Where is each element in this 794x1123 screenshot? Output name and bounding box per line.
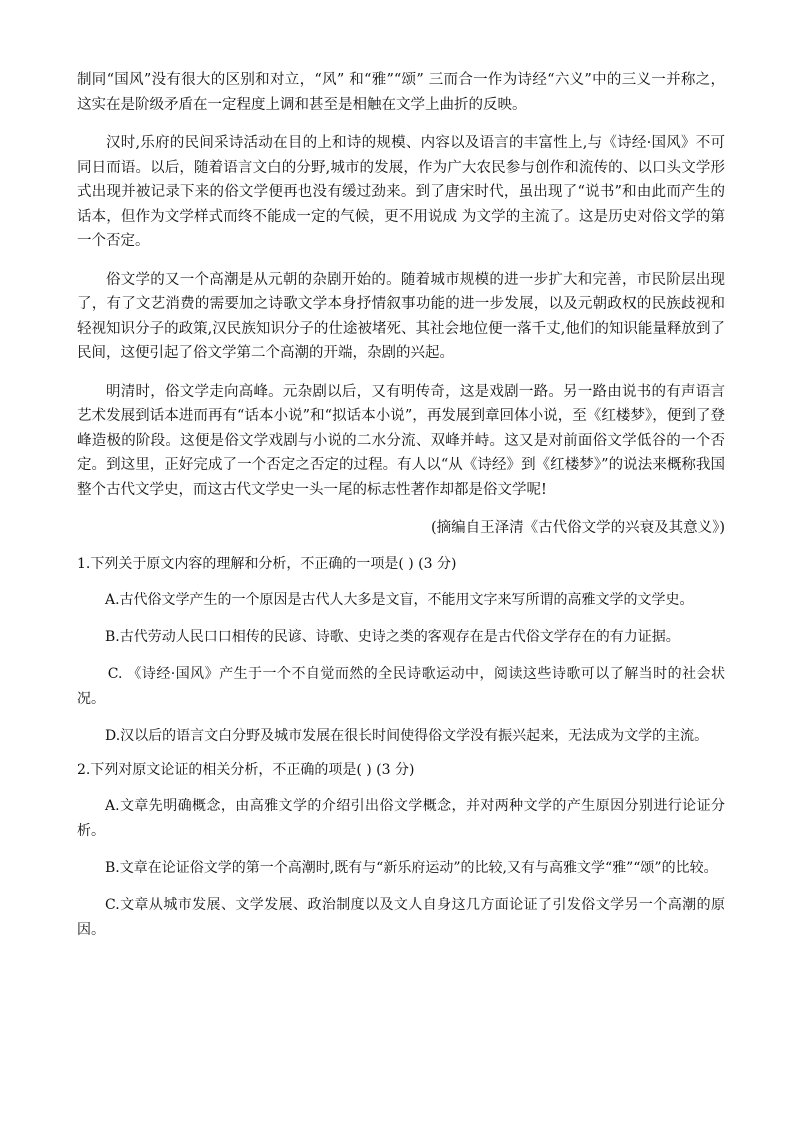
question-1-option-d: D.汉以后的语言文白分野及城市发展在很长时间使得俗文学没有振兴起来，无法成为文学的主流。 [105,728,709,744]
question-1-stem: 1.下列关于原文内容的理解和分析，不正确的一项是( ) (3 分) [77,556,457,572]
passage-paragraph-1: 制同“国风”没有很大的区别和对立，“风” 和“雅”“颂” 三而合一作为诗经“六义”中的三义一并称之，这实在是阶级矛盾在一定程度上调和甚至是相触在文学上曲折的反映。 [77,72,725,113]
question-1-option-c: C. 《诗经·国风》产生于一个不自觉而然的全民诗歌运动中，阅读这些诗歌可以了解当时的社会状况。 [77,666,725,707]
passage-paragraph-2: 汉时,乐府的民间采诗活动在目的上和诗的规模、内容以及语言的丰富性上,与《诗经·国风》不可同日而语。以后，随着语言文白的分野,城市的发展，作为广大农民参与创作和流传的、以口头文学形式出现并被记录下来的俗文学便再也没有缓过劲来。到了唐宋时代，虽出现了“说书”和由此而产生的话本，但作为文学样式而终不能成一定的气候，更不用说成 为文学的主流了。这是历史对俗文学的第一个否定。 [77,135,725,249]
passage-source: (摘编自王泽清《古代俗文学的兴衰及其意义》) [430,520,725,536]
question-1-option-a: A.古代俗文学产生的一个原因是古代人大多是文盲，不能用文字来写所谓的高雅文学的文学史。 [105,592,694,608]
document-page [77,68,725,943]
passage-paragraph-3: 俗文学的又一个高潮是从元朝的杂剧开始的。随着城市规模的进一步扩大和完善，市民阶层出现了，有了文艺消费的需要加之诗歌文学本身抒情叙事功能的进一步发展，以及元朝政权的民族歧视和轻视知识分子的政策,汉民族知识分子的仕途被堵死、其社会地位便一落千丈,他们的知识能量释放到了民间，这便引起了俗文学第二个高潮的开端，杂剧的兴起。 [77,271,725,361]
question-1-option-b: B.古代劳动人民口口相传的民谚、诗歌、史诗之类的客观存在是古代俗文学存在的有力证据。 [105,629,680,645]
question-2-stem: 2.下列对原文论证的相关分析，不正确的项是( ) (3 分) [77,762,415,778]
question-2-option-b: B.文章在论证俗文学的第一个高潮时,既有与“新乐府运动”的比较,又有与高雅文学“雅”“颂”的比较。 [105,860,718,876]
passage-paragraph-4: 明清时，俗文学走向高峰。元杂剧以后，又有明传奇，这是戏剧一路。另一路由说书的有声语言艺术发展到话本进而再有“话本小说”和“拟话本小说”，再发展到章回体小说，至《红楼梦》，便到了登峰造极的阶段。这便是俗文学戏剧与小说的二水分流、双峰并峙。这又是对前面俗文学低谷的一个否定。到这里，正好完成了一个否定之否定的过程。有人以“从《诗经》到《红楼梦》”的说法来概称我国整个古代文学史，而这古代文学史一头一尾的标志性著作却都是俗文学呢! [77,383,725,498]
question-2-option-a: A.文章先明确概念，由高雅文学的介绍引出俗文学概念，并对两种文学的产生原因分别进行论证分析。 [77,798,725,839]
question-2-option-c: C.文章从城市发展、文学发展、政治制度以及文人自身这几方面论证了引发俗文学另一个高潮的原因。 [77,897,725,938]
